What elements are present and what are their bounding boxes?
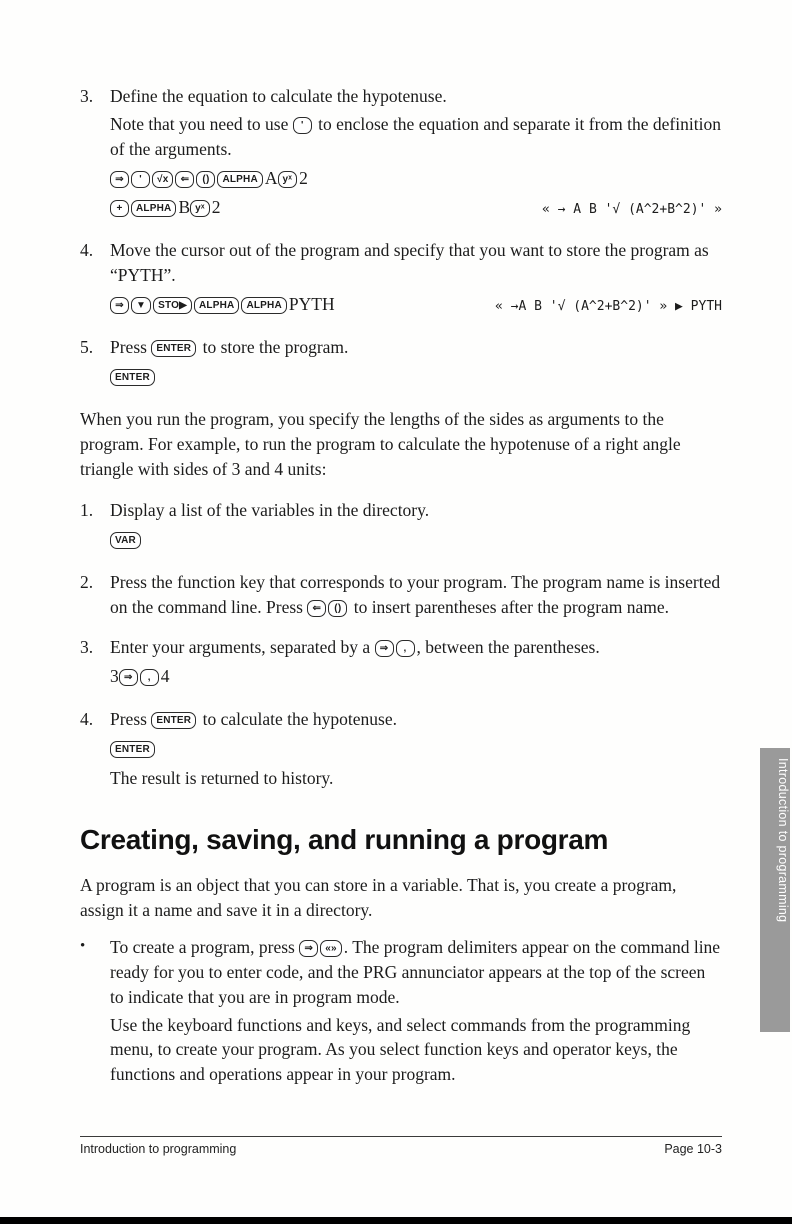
list-number: 1. <box>80 499 94 520</box>
list-item-step3 <box>80 84 722 225</box>
right-shift-key: ⇒ <box>375 640 394 657</box>
paragraph: A program is an object that you can store in a variable. That is, you create a program, assign it a name and save it in a directory. <box>80 875 677 921</box>
power-key: yˣ <box>278 171 298 188</box>
key-sequence <box>110 364 722 389</box>
right-shift-key: ⇒ <box>110 297 129 314</box>
text-run: Note that you need to use <box>110 113 293 134</box>
list-number: 3. <box>80 637 94 658</box>
text-run: A <box>264 167 278 188</box>
bullet-marker: • <box>80 938 86 954</box>
text-run: 3 <box>110 666 119 687</box>
right-shift-key: ⇒ <box>299 940 318 957</box>
text-run: to calculate the hypotenuse. <box>198 709 397 730</box>
bullet-item <box>80 935 722 1090</box>
paragraph <box>110 635 722 660</box>
text-run: . The program delimiters appear on the command line ready for you to enter code, and the PRG annunciator appears at the top of the screen to indicate that you are in program mode. <box>110 937 721 1007</box>
sqrt-key: √x <box>152 171 173 188</box>
enter-key: ENTER <box>151 340 196 357</box>
key-sequence-with-code <box>110 195 722 220</box>
list-item-run4 <box>80 707 722 794</box>
plus-key: + <box>110 200 129 217</box>
list-number: 2. <box>80 571 94 592</box>
alpha-key: ALPHA <box>241 297 286 314</box>
list-item-step4 <box>80 238 722 322</box>
parentheses-key: () <box>196 171 215 188</box>
text-run: , between the parentheses. <box>416 637 600 658</box>
text-run: 2 <box>299 167 308 188</box>
tick-key: ' <box>131 171 150 188</box>
right-shift-key: ⇒ <box>119 669 138 686</box>
page-footer <box>80 1136 722 1156</box>
list-item-run2 <box>80 570 722 623</box>
comma-key: , <box>396 640 415 657</box>
text-run: Press <box>110 709 152 730</box>
section-heading: Creating, saving, and running a program <box>80 823 609 855</box>
list-item-body <box>110 498 722 557</box>
text-run: 2 <box>211 197 221 218</box>
key-sequence <box>110 166 722 191</box>
parentheses-key: () <box>328 600 347 617</box>
key-sequence-with-code <box>110 292 722 317</box>
key-sequence <box>110 736 722 761</box>
list-item-body <box>110 335 722 394</box>
list-item-body <box>110 84 722 225</box>
chapter-tab: Introduction to programming <box>760 748 790 1032</box>
enter-key: ENTER <box>151 712 196 729</box>
list-number: 5. <box>80 336 94 357</box>
left-shift-key: ⇐ <box>175 171 194 188</box>
paragraph: Define the equation to calculate the hypotenuse. <box>110 86 447 106</box>
text-run: Press <box>110 336 152 357</box>
paragraph: When you run the program, you specify the lengths of the sides as arguments to the program. For example, to run the program to calculate the hypotenuse of a right angle triangle with sides of 3 and 4 units: <box>80 409 681 480</box>
text-run: to enclose the equation and separate it from the definition of the arguments. <box>110 113 721 159</box>
key-sequence <box>110 664 722 689</box>
paragraph: Move the cursor out of the program and specify that you want to store the program as “PYTH”. <box>110 240 709 286</box>
paragraph <box>110 570 722 620</box>
paragraph: Display a list of the variables in the directory. <box>110 499 430 520</box>
page-edge <box>0 1217 792 1224</box>
list-item-step5 <box>80 335 722 394</box>
list-item-body <box>110 707 722 794</box>
var-key: VAR <box>110 532 141 549</box>
list-number: 4. <box>80 709 94 730</box>
alpha-key: ALPHA <box>131 200 176 217</box>
text-run: Enter your arguments, separated by a <box>110 637 375 658</box>
text-run: to store the program. <box>198 336 349 357</box>
program-code: « → A B '√ (A^2+B^2)' » <box>541 202 722 218</box>
right-shift-key: ⇒ <box>110 171 129 188</box>
page-content <box>80 84 722 1103</box>
down-arrow-key: ▼ <box>131 297 151 314</box>
alpha-key: ALPHA <box>217 171 262 188</box>
text-run: B <box>178 197 191 218</box>
list-number: 4. <box>80 240 94 261</box>
paragraph: The result is returned to history. <box>110 767 334 788</box>
comma-key: , <box>140 669 159 686</box>
list-item-body <box>110 635 722 694</box>
paragraph <box>110 112 722 162</box>
enter-key: ENTER <box>110 369 155 386</box>
left-shift-key: ⇐ <box>307 600 326 617</box>
key-sequence <box>110 195 221 220</box>
footer-chapter-title: Introduction to programming <box>80 1142 237 1156</box>
power-key: yˣ <box>190 200 210 217</box>
key-sequence <box>110 292 335 317</box>
list-item-body <box>110 570 722 623</box>
paragraph <box>110 707 722 732</box>
text-run: 4 <box>160 666 170 687</box>
text-run: To create a program, press <box>110 937 300 957</box>
text-run: to insert parentheses after the program name. <box>349 596 670 617</box>
program-code: « →A B '√ (A^2+B^2)' » ▶ PYTH <box>495 298 722 314</box>
key-sequence <box>110 527 722 552</box>
list-item-body <box>110 935 722 1090</box>
text-run: PYTH <box>288 293 335 314</box>
tick-key: ' <box>293 117 312 134</box>
list-item-run3 <box>80 635 722 694</box>
text-run: Press the function key that corresponds to your program. The program name is inserted on the command line. Press <box>110 571 721 617</box>
paragraph <box>110 335 722 360</box>
list-item-run1 <box>80 498 722 557</box>
alpha-key: ALPHA <box>194 297 239 314</box>
enter-key: ENTER <box>110 741 155 758</box>
list-number: 3. <box>80 86 94 106</box>
store-key: STO▶ <box>153 297 192 314</box>
paragraph <box>110 935 722 1010</box>
program-delimiters-key: «» <box>320 940 342 957</box>
footer-page-number: Page 10-3 <box>664 1142 722 1156</box>
list-item-body <box>110 238 722 322</box>
paragraph: Use the keyboard functions and keys, and select commands from the programming menu, to create your program. As you select function keys and operator keys, the functions and operations appear in your program. <box>110 1014 691 1085</box>
